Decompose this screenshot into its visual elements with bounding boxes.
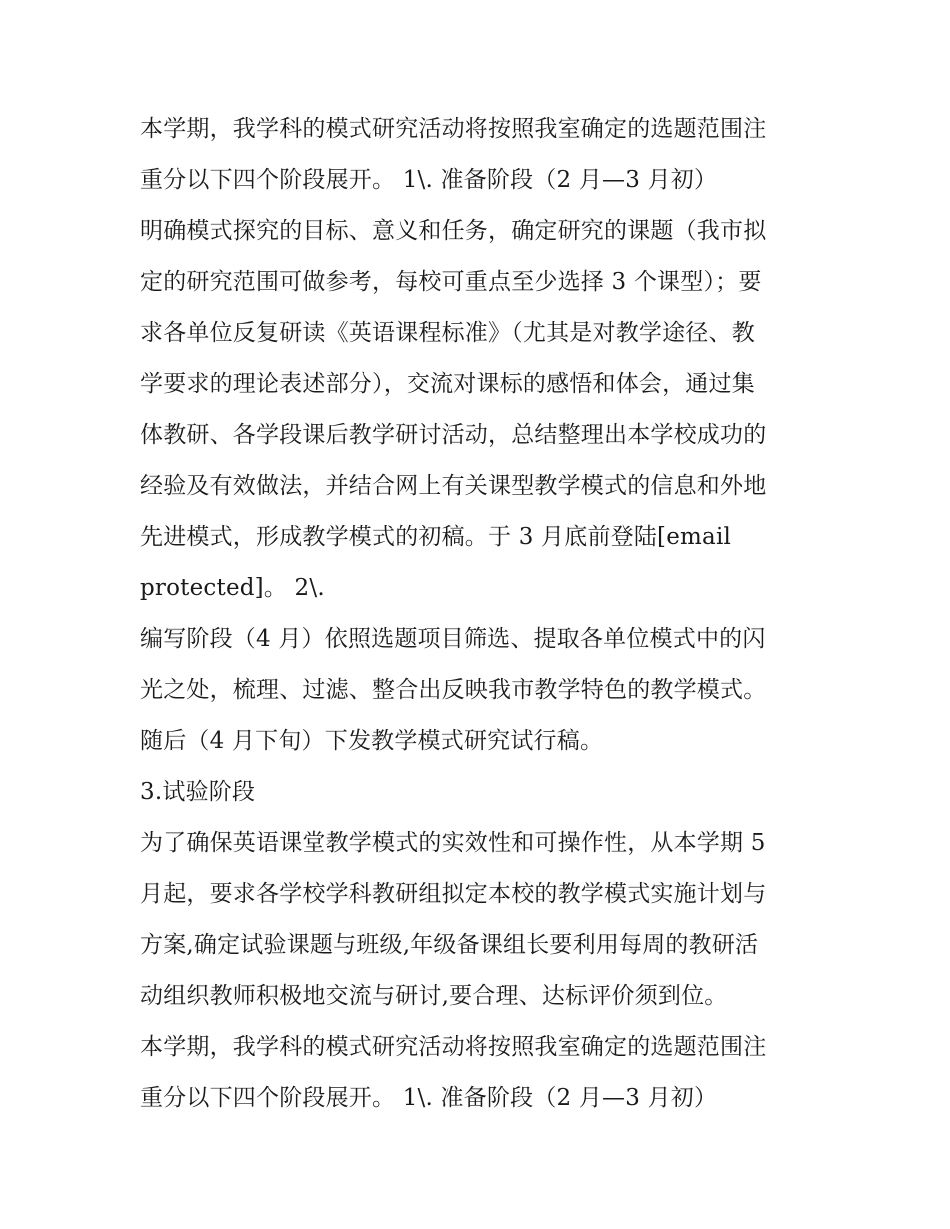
text-line-18: 动组织教师积极地交流与研讨,要合理、达标评价须到位。 [140, 983, 728, 1009]
text-line-19: 本学期，我学科的模式研究活动将按照我室确定的选题范围注 [140, 1034, 767, 1060]
text-line-12: 光之处，梳理、过滤、整合出反映我市教学特色的教学模式。 [140, 677, 767, 703]
text-line-6: 学要求的理论表述部分），交流对课标的感悟和体会，通过集 [140, 371, 755, 397]
text-line-5: 求各单位反复研读《英语课程标准》（尤其是对教学途径、教 [140, 320, 755, 346]
text-line-9: 先进模式，形成教学模式的初稿。于 3 月底前登陆[email [140, 524, 732, 550]
text-line-8: 经验及有效做法，并结合网上有关课型教学模式的信息和外地 [140, 473, 767, 499]
text-line-14: 3.试验阶段 [140, 779, 256, 805]
text-line-3: 明确模式探究的目标、意义和任务，确定研究的课题（我市拟 [140, 218, 767, 244]
text-line-7: 体教研、各学段课后教学研讨活动，总结整理出本学校成功的 [140, 422, 767, 448]
text-line-16: 月起，要求各学校学科教研组拟定本校的教学模式实施计划与 [140, 881, 767, 907]
text-line-1: 本学期，我学科的模式研究活动将按照我室确定的选题范围注 [140, 116, 767, 142]
text-line-10: protected]。 2\. [140, 575, 325, 601]
text-line-13: 随后（4 月下旬）下发教学模式研究试行稿。 [140, 728, 604, 754]
text-line-15: 为了确保英语课堂教学模式的实效性和可操作性，从本学期 5 [140, 830, 766, 856]
text-line-4: 定的研究范围可做参考，每校可重点至少选择 3 个课型）；要 [140, 269, 762, 295]
text-line-20: 重分以下四个阶段展开。 1\. 准备阶段（2 月—3 月初） [140, 1085, 718, 1111]
document-body [140, 104, 820, 1124]
text-line-11: 编写阶段（4 月）依照选题项目筛选、提取各单位模式中的闪 [140, 626, 766, 652]
text-line-17: 方案,确定试验课题与班级,年级备课组长要利用每周的教研活 [140, 932, 759, 958]
text-line-2: 重分以下四个阶段展开。 1\. 准备阶段（2 月—3 月初） [140, 167, 718, 193]
